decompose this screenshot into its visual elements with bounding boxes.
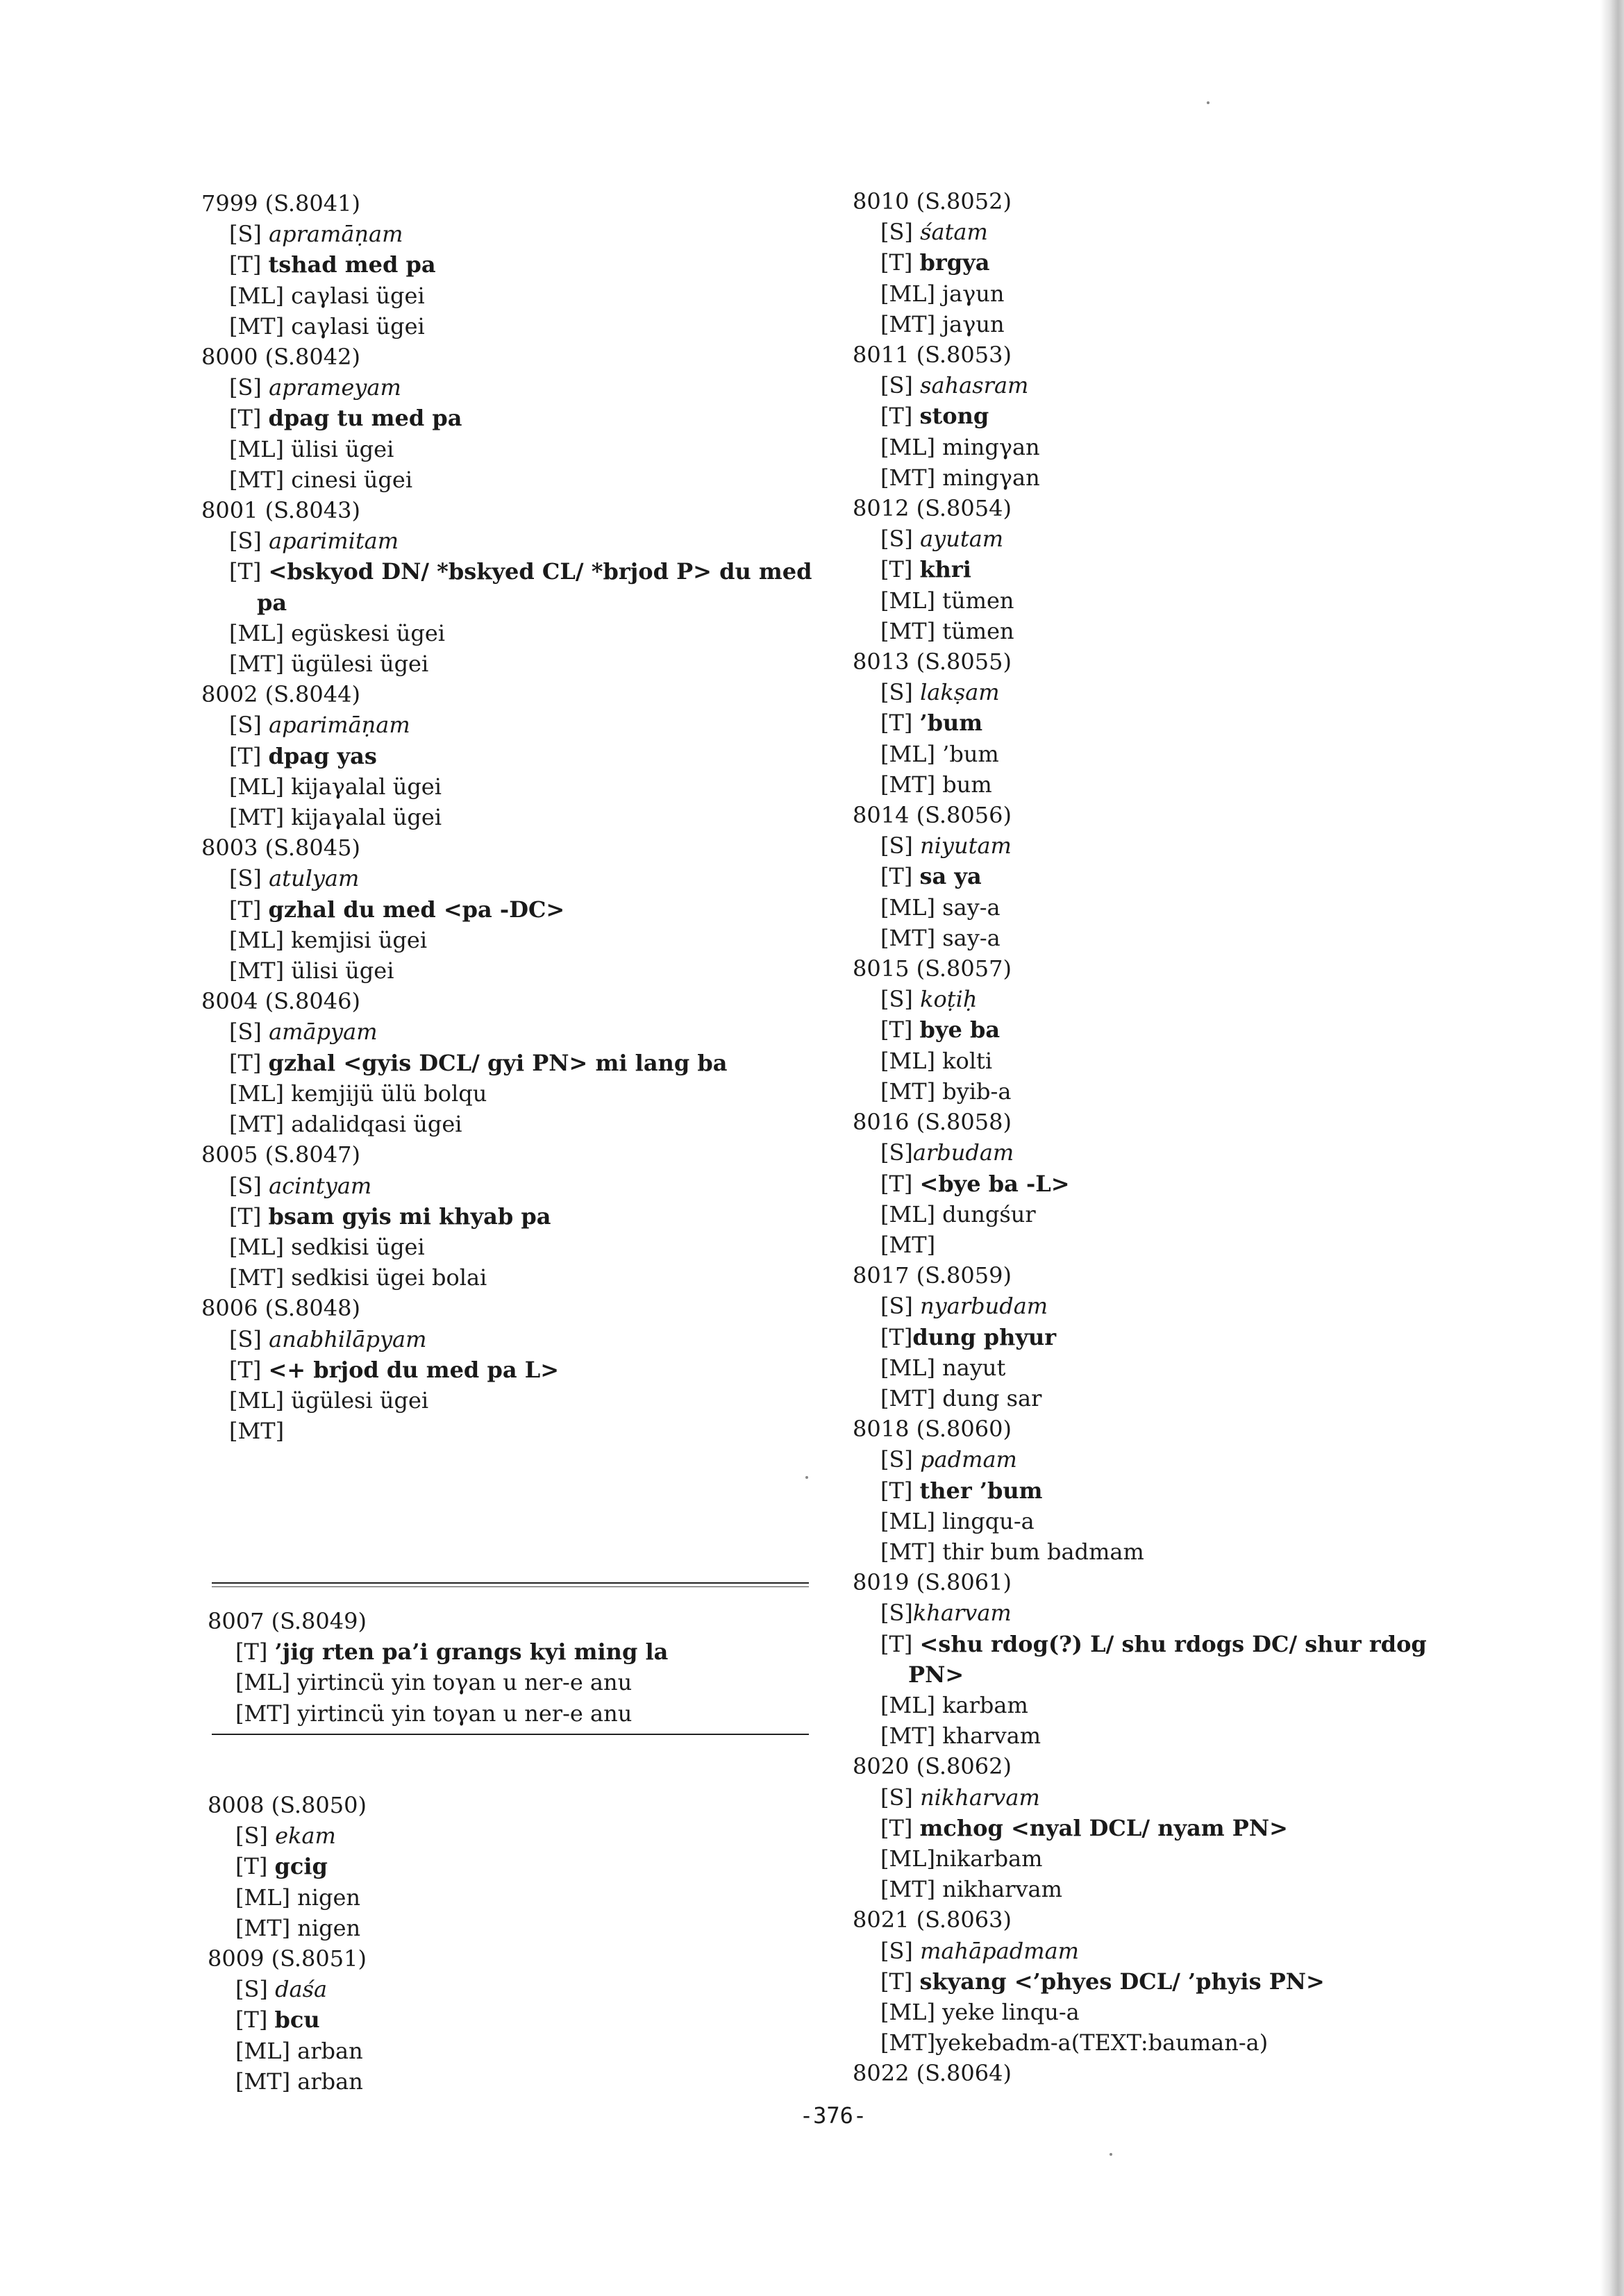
- sanskrit-line: [S] padmam: [880, 1446, 1017, 1473]
- entry-8001: [201, 495, 812, 679]
- entry-head: 8000 (S.8042): [201, 344, 360, 371]
- ml-line: [ML] yirtincü yin toγan u ner-e anu: [235, 1669, 633, 1696]
- ml-line: [ML] yeke linqu-a: [880, 1998, 1080, 2025]
- entry-head: 8020 (S.8062): [853, 1753, 1012, 1780]
- mt-line: [MT] kijaγalal ügei: [229, 804, 442, 831]
- section-rule-bottom: [212, 1734, 809, 1735]
- entry-8008: [208, 1790, 819, 1943]
- entry-8011: [853, 340, 1477, 493]
- sanskrit-line: [S] lakṣam: [880, 679, 1000, 706]
- mt-line: [MT] ülisi ügei: [229, 957, 394, 984]
- sanskrit-line: [S] nikharvam: [880, 1784, 1040, 1811]
- entry-8003: [201, 832, 812, 986]
- sanskrit-line: [S] niyutam: [880, 832, 1012, 860]
- tibetan-line: [T] gzhal <gyis DCL/ gyi PN> mi lang ba: [229, 1049, 728, 1076]
- tibetan-line: [T] sa ya: [880, 863, 982, 890]
- mt-line: [MT] cinesi ügei: [229, 466, 413, 493]
- entry-head: 8005 (S.8047): [201, 1141, 360, 1168]
- tibetan-line: [T] bye ba: [880, 1016, 1001, 1044]
- entry-head: 8010 (S.8052): [853, 188, 1012, 215]
- entry-8022: [853, 2058, 1477, 2088]
- right-column: [853, 186, 1477, 2089]
- left-column-section-entry: [208, 1606, 819, 1729]
- entry-head: 8012 (S.8054): [853, 495, 1012, 522]
- ml-line: [ML] mingγan: [880, 433, 1040, 460]
- sanskrit-line: [S] aparimāṇam: [229, 712, 410, 739]
- entry-8004: [201, 986, 812, 1139]
- entry-8015: [853, 953, 1477, 1107]
- entry-head: 8002 (S.8044): [201, 681, 360, 708]
- sanskrit-line: [S]kharvam: [880, 1600, 1012, 1627]
- ml-line: [ML] ülisi ügei: [229, 435, 394, 462]
- left-column-top: [201, 188, 812, 1446]
- mt-line: [MT] yirtincü yin toγan u ner-e anu: [235, 1700, 633, 1727]
- entry-head: 8016 (S.8058): [853, 1109, 1012, 1136]
- mt-line: [MT]yekebadm-a(TEXT:bauman-a): [880, 2029, 1269, 2056]
- mt-line: [MT] byib-a: [880, 1078, 1012, 1105]
- entry-8010: [853, 186, 1477, 340]
- entry-8020: [853, 1751, 1477, 1904]
- entry-8012: [853, 493, 1477, 646]
- sanskrit-line: [S] koṭiḥ: [880, 986, 978, 1013]
- ml-line: [ML] caγlasi ügei: [229, 282, 425, 309]
- tibetan-line: [T] ther ’bum: [880, 1477, 1043, 1504]
- tibetan-line: [T] <+ brjod du med pa L>: [229, 1356, 559, 1383]
- ml-line: [ML] say-a: [880, 894, 1001, 921]
- mt-line: [MT] dung sar: [880, 1384, 1042, 1411]
- tibetan-continuation: pa: [257, 589, 287, 616]
- ml-line: [ML] egüskesi ügei: [229, 619, 446, 646]
- ml-line: [ML] kolti: [880, 1047, 993, 1074]
- mt-line: [MT] ügülesi ügei: [229, 651, 429, 678]
- ml-line: [ML] ’bum: [880, 740, 999, 767]
- entry-7999: [201, 188, 812, 342]
- scanned-page-edge: [1600, 0, 1624, 2296]
- section-rule-top: [212, 1582, 809, 1587]
- scan-speck: [1207, 101, 1209, 104]
- mt-line: [MT]: [229, 1418, 285, 1445]
- entry-8009: [208, 1943, 819, 2097]
- entry-8021: [853, 1904, 1477, 2058]
- tibetan-line: [T] gzhal du med <pa -DC>: [229, 896, 565, 923]
- entry-head: 8022 (S.8064): [853, 2060, 1012, 2087]
- sanskrit-line: [S] aparimitam: [229, 528, 399, 555]
- tibetan-line: [T] <bskyod DN/ *bskyed CL/ *brjod P> du med: [229, 558, 812, 585]
- scan-speck: [805, 1476, 808, 1479]
- entry-head: 8003 (S.8045): [201, 835, 360, 862]
- sanskrit-line: [S] mahāpadmam: [880, 1937, 1079, 1964]
- ml-line: [ML] lingqu-a: [880, 1507, 1035, 1534]
- ml-line: [ML] kemjijü ülü bolqu: [229, 1080, 487, 1107]
- tibetan-line: [T] gcig: [235, 1853, 328, 1880]
- tibetan-line: [T] <shu rdog(?) L/ shu rdogs DC/ shur rdog: [880, 1630, 1427, 1657]
- ml-line: [ML] arban: [235, 2037, 363, 2064]
- entry-head: 8001 (S.8043): [201, 497, 360, 524]
- entry-head: 8013 (S.8055): [853, 648, 1012, 676]
- tibetan-line: [T] dpag tu med pa: [229, 405, 462, 432]
- tibetan-line: [T] tshad med pa: [229, 251, 436, 278]
- mt-line: [MT] arban: [235, 2068, 363, 2095]
- entry-8006: [201, 1293, 812, 1446]
- entry-head: 8021 (S.8063): [853, 1907, 1012, 1934]
- mt-line: [MT] kharvam: [880, 1723, 1041, 1750]
- sanskrit-line: [S] nyarbudam: [880, 1293, 1048, 1320]
- mt-line: [MT]: [880, 1231, 936, 1258]
- mt-line: [MT] caγlasi ügei: [229, 312, 425, 340]
- entry-head: 8015 (S.8057): [853, 955, 1012, 982]
- mt-line: [MT] bum: [880, 771, 992, 798]
- tibetan-line: [T] stong: [880, 403, 989, 430]
- ml-line: [ML] kijaγalal ügei: [229, 773, 442, 800]
- sanskrit-line: [S] atulyam: [229, 865, 360, 892]
- mt-line: [MT] jaγun: [880, 310, 1005, 337]
- tibetan-line: [T] <bye ba -L>: [880, 1170, 1070, 1197]
- entry-8016: [853, 1107, 1477, 1260]
- entry-8002: [201, 679, 812, 832]
- tibetan-line: [T] ’jig rten pa’i grangs kyi ming la: [235, 1639, 669, 1666]
- ml-line: [ML] kemjisi ügei: [229, 926, 428, 953]
- tibetan-line: [T]dung phyur: [880, 1323, 1057, 1350]
- entry-8019: [853, 1567, 1477, 1751]
- sanskrit-line: [S] acintyam: [229, 1172, 372, 1199]
- ml-line: [ML]nikarbam: [880, 1845, 1043, 1872]
- tibetan-line: [T] khri: [880, 556, 971, 583]
- entry-8018: [853, 1414, 1477, 1567]
- entry-head: 8019 (S.8061): [853, 1569, 1012, 1596]
- entry-8005: [201, 1139, 812, 1293]
- entry-head: 8011 (S.8053): [853, 342, 1012, 369]
- sanskrit-line: [S]arbudam: [880, 1139, 1014, 1166]
- mt-line: [MT] thir bum badmam: [880, 1538, 1144, 1565]
- tibetan-line: [T] dpag yas: [229, 742, 377, 769]
- mt-line: [MT] sedkisi ügei bolai: [229, 1264, 487, 1291]
- sanskrit-line: [S] ekam: [235, 1822, 336, 1850]
- entry-8017: [853, 1260, 1477, 1414]
- tibetan-line: [T] bsam gyis mi khyab pa: [229, 1203, 551, 1230]
- entry-head: 8009 (S.8051): [208, 1945, 367, 1972]
- tibetan-line: [T] bcu: [235, 2006, 320, 2034]
- ml-line: [ML] tümen: [880, 587, 1014, 614]
- tibetan-continuation: PN>: [908, 1661, 964, 1688]
- mt-line: [MT] mingγan: [880, 464, 1040, 491]
- sanskrit-line: [S] sahasram: [880, 372, 1029, 399]
- entry-8007: [208, 1606, 819, 1729]
- entry-head: 8017 (S.8059): [853, 1262, 1012, 1289]
- tibetan-line: [T] skyang <’phyes DCL/ ’phyis PN>: [880, 1968, 1325, 1995]
- sanskrit-line: [S] apramāṇam: [229, 221, 403, 248]
- mt-line: [MT] say-a: [880, 924, 1001, 951]
- sanskrit-line: [S] daśa: [235, 1976, 328, 2003]
- sanskrit-line: [S] amāpyam: [229, 1019, 378, 1046]
- tibetan-line: [T] brgya: [880, 249, 990, 276]
- entry-head: 8008 (S.8050): [208, 1792, 367, 1818]
- sanskrit-line: [S] anabhilāpyam: [229, 1325, 427, 1352]
- entry-8013: [853, 646, 1477, 800]
- mt-line: [MT] tümen: [880, 617, 1014, 644]
- ml-line: [ML] jaγun: [880, 280, 1005, 307]
- entry-head: 7999 (S.8041): [201, 190, 360, 217]
- entry-8000: [201, 342, 812, 495]
- ml-line: [ML] sedkisi ügei: [229, 1233, 425, 1260]
- ml-line: [ML] nigen: [235, 1884, 361, 1911]
- page-number: -376-: [799, 2102, 867, 2129]
- left-column-bottom: [208, 1790, 819, 2097]
- tibetan-line: [T] ’bum: [880, 710, 983, 737]
- mt-line: [MT] nikharvam: [880, 1876, 1062, 1903]
- entry-head: 8018 (S.8060): [853, 1416, 1012, 1443]
- mt-line: [MT] adalidqasi ügei: [229, 1111, 462, 1138]
- sanskrit-line: [S] śatam: [880, 219, 988, 246]
- tibetan-line: [T] mchog <nyal DCL/ nyam PN>: [880, 1814, 1288, 1841]
- entry-head: 8006 (S.8048): [201, 1295, 360, 1322]
- ml-line: [ML] ügülesi ügei: [229, 1386, 429, 1414]
- ml-line: [ML] karbam: [880, 1691, 1028, 1718]
- entry-head: 8004 (S.8046): [201, 988, 360, 1015]
- entry-8014: [853, 800, 1477, 953]
- entry-head: 8007 (S.8049): [208, 1608, 367, 1634]
- ml-line: [ML] nayut: [880, 1354, 1006, 1381]
- mt-line: [MT] nigen: [235, 1914, 361, 1941]
- entry-head: 8014 (S.8056): [853, 802, 1012, 829]
- ml-line: [ML] dungśur: [880, 1200, 1036, 1227]
- sanskrit-line: [S] aprameyam: [229, 374, 401, 401]
- scan-speck: [1110, 2153, 1112, 2156]
- sanskrit-line: [S] ayutam: [880, 526, 1004, 553]
